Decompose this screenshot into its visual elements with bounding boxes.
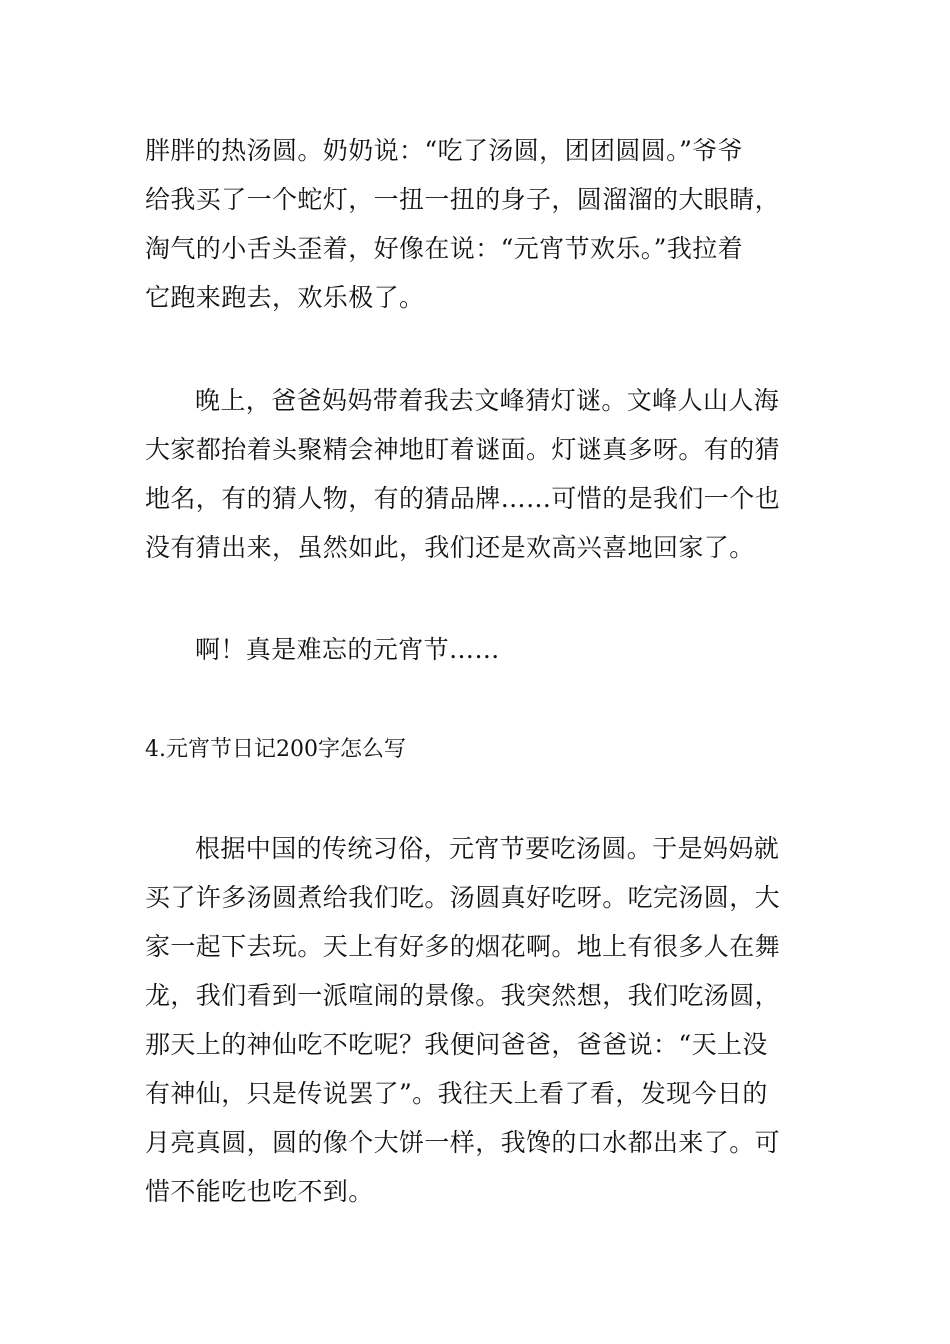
paragraph-1	[145, 126, 810, 322]
paragraph-line: 大家都抬着头聚精会神地盯着谜面。灯谜真多呀。有的猜	[145, 435, 781, 464]
paragraph-line: 晚上，爸爸妈妈带着我去文峰猜灯谜。文峰人山人海	[195, 386, 780, 415]
paragraph-line: 胖胖的热汤圆。奶奶说：“吃了汤圆，团团圆圆。”爷爷	[145, 136, 744, 165]
paragraph-line: 根据中国的传统习俗，元宵节要吃汤圆。于是妈妈就	[195, 834, 780, 863]
paragraph-3	[145, 625, 810, 674]
paragraph-line: 那天上的神仙吃不吃呢？我便问爸爸，爸爸说：“天上没	[145, 1030, 768, 1059]
paragraph-line: 给我买了一个蛇灯，一扭一扭的身子，圆溜溜的大眼睛，	[145, 185, 781, 214]
paragraph-line: 淘气的小舌头歪着，好像在说：“元宵节欢乐。”我拉着	[145, 234, 744, 263]
paragraph-line: 惜不能吃也吃不到。	[145, 1177, 374, 1206]
paragraph-line: 月亮真圆，圆的像个大饼一样，我馋的口水都出来了。可	[145, 1128, 781, 1157]
section-paragraph	[145, 824, 810, 1216]
paragraph-line: 它跑来跑去，欢乐极了。	[145, 283, 425, 312]
paragraph-line: 买了许多汤圆煮给我们吃。汤圆真好吃呀。吃完汤圆，大	[145, 883, 781, 912]
paragraph-line: 啊！真是难忘的元宵节……	[195, 635, 500, 664]
paragraph-line: 没有猜出来，虽然如此，我们还是欢高兴喜地回家了。	[145, 533, 755, 562]
paragraph-line: 家一起下去玩。天上有好多的烟花啊。地上有很多人在舞	[145, 932, 781, 961]
paragraph-line: 有神仙，只是传说罢了”。我往天上看了看，发现今日的	[145, 1079, 768, 1108]
paragraph-line: 龙，我们看到一派喧闹的景像。我突然想，我们吃汤圆，	[145, 981, 781, 1010]
section-heading: 4.元宵节日记200字怎么写	[145, 737, 406, 762]
paragraph-line: 地名，有的猜人物，有的猜品牌……可惜的是我们一个也	[145, 484, 781, 513]
paragraph-2	[145, 376, 810, 572]
